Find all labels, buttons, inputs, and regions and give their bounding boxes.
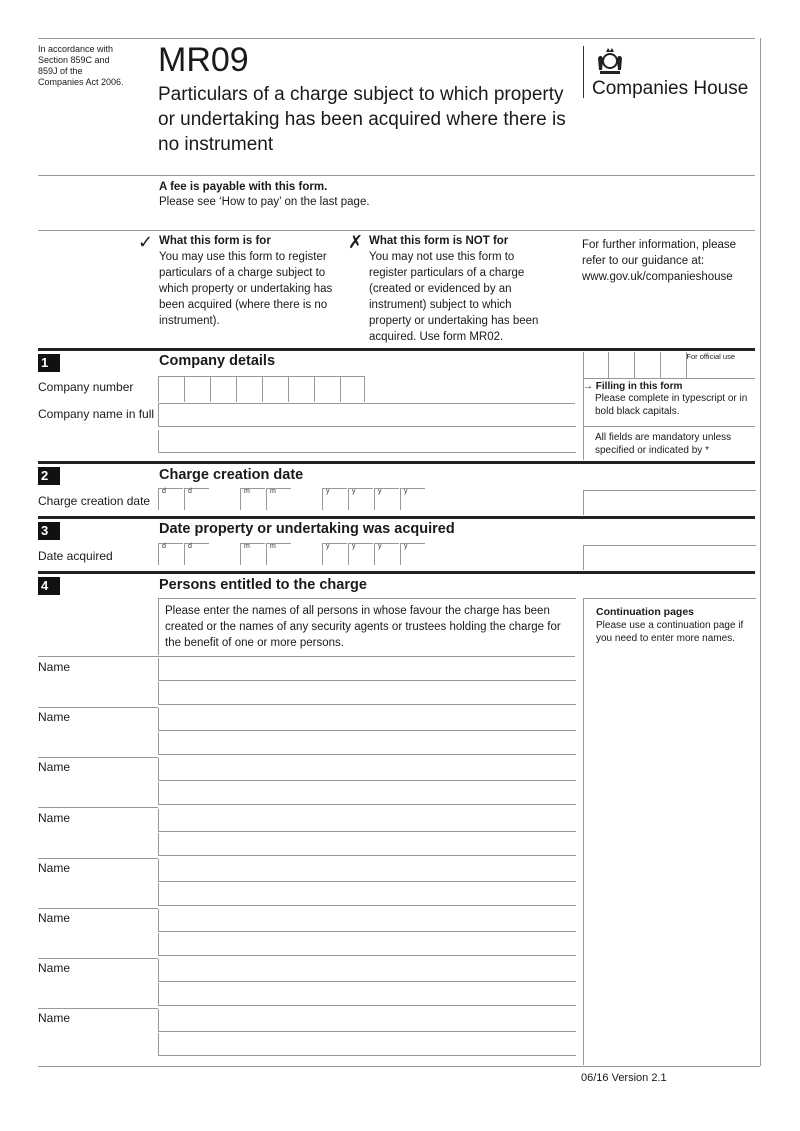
name-input-line-2[interactable] xyxy=(158,782,576,805)
date-placeholder: m xyxy=(244,543,250,550)
date-placeholder: d xyxy=(162,488,166,495)
official-use-box xyxy=(583,352,755,378)
date-placeholder: y xyxy=(378,543,382,550)
company-number-input[interactable] xyxy=(158,376,368,402)
date-digit-cell[interactable] xyxy=(266,488,291,510)
filling-note xyxy=(583,381,755,418)
fee-title: A fee is payable with this form. xyxy=(159,181,328,193)
name-label: Name xyxy=(38,911,71,925)
guidance-text: For further information, please refer to our guidance at: www.gov.uk/companieshouse xyxy=(582,239,737,283)
date-digit-cell[interactable] xyxy=(400,543,425,565)
date-digit-cell[interactable] xyxy=(240,488,265,510)
date-digit-cell[interactable] xyxy=(266,543,291,565)
continuation-text: Please use a continuation page if you need to enter more names. xyxy=(596,620,744,644)
name-input-line-1[interactable] xyxy=(158,1009,576,1032)
mandatory-note: All fields are mandatory unless specified or indicated by * xyxy=(595,432,732,456)
section-number: 4 xyxy=(38,577,60,595)
name-label: Name xyxy=(38,810,71,825)
name-input-line-2[interactable] xyxy=(158,933,576,956)
cross-icon: ✗ xyxy=(348,232,364,252)
date-placeholder: m xyxy=(244,488,250,495)
section-title: Persons entitled to the charge xyxy=(159,577,367,593)
name-input-line-2[interactable] xyxy=(158,883,576,906)
date-digit-cell[interactable] xyxy=(184,488,209,510)
date-placeholder: d xyxy=(188,543,192,550)
version-text: 06/16 Version 2.1 xyxy=(581,1072,667,1084)
companies-house-logo: Companies House xyxy=(592,78,749,99)
name-label: Name xyxy=(38,760,71,775)
date-acquired-label: Date acquired xyxy=(38,549,113,563)
name-input-line-2[interactable] xyxy=(158,983,576,1006)
name-label: Name xyxy=(38,660,71,674)
company-number-label: Company number xyxy=(38,380,134,394)
date-digit-cell[interactable] xyxy=(374,543,399,565)
charge-creation-date-label: Charge creation date xyxy=(38,494,151,508)
instruction-text: Please enter the names of all persons in whose favour the charge has been created or the names of any security agents or trustees holding the charge for the benefit of one or more persons. xyxy=(165,605,561,649)
section-number: 2 xyxy=(38,467,60,485)
not-for-text: You may not use this form to register particulars of a charge (created or evidenced by an instrument) subject to which property or undertaking has been acquired. Use form MR02. xyxy=(369,251,539,343)
name-input-line-1[interactable] xyxy=(158,809,576,832)
date-placeholder: m xyxy=(270,488,276,495)
date-digit-cell[interactable] xyxy=(348,488,373,510)
filling-text: Please complete in typescript or in bold black capitals. xyxy=(595,393,748,417)
right-border xyxy=(760,38,761,1066)
is-for-title: What this form is for xyxy=(159,235,271,247)
date-acquired-input[interactable] xyxy=(158,543,428,569)
continuation-title: Continuation pages xyxy=(596,606,694,618)
form-title: Particulars of a charge subject to which property or undertaking has been acquired where there is no instrument xyxy=(158,84,566,155)
name-input-line-1[interactable] xyxy=(158,859,576,882)
name-label: Name xyxy=(38,860,71,875)
charge-creation-date-input[interactable] xyxy=(158,488,428,514)
name-input-line-2[interactable] xyxy=(158,833,576,856)
date-placeholder: m xyxy=(270,543,276,550)
not-for-title: What this form is NOT for xyxy=(369,235,509,247)
date-digit-cell[interactable] xyxy=(322,543,347,565)
name-input-line-1[interactable] xyxy=(158,758,576,781)
date-placeholder: y xyxy=(352,488,356,495)
name-input-line-2[interactable] xyxy=(158,1033,576,1056)
filling-title: Filling in this form xyxy=(595,381,683,392)
company-name-label: Company name in full xyxy=(38,407,155,421)
side-note-box xyxy=(583,490,756,515)
section-number: 3 xyxy=(38,522,60,540)
company-name-input-2[interactable] xyxy=(158,430,576,453)
date-digit-cell[interactable] xyxy=(184,543,209,565)
date-digit-cell[interactable] xyxy=(348,543,373,565)
tick-icon: ✓ xyxy=(138,232,154,252)
date-placeholder: y xyxy=(326,543,330,550)
instruction-box xyxy=(158,598,576,655)
name-input-line-2[interactable] xyxy=(158,732,576,755)
is-for-text: You may use this form to register particulars of a charge subject to which property or undertaking has been acquired (where there is no instrument). xyxy=(159,251,333,327)
section-title: Company details xyxy=(159,353,276,369)
date-digit-cell[interactable] xyxy=(158,488,183,510)
date-digit-cell[interactable] xyxy=(322,488,347,510)
royal-coat-of-arms-icon xyxy=(594,44,626,76)
section-title: Date property or undertaking was acquired xyxy=(159,521,455,537)
date-placeholder: y xyxy=(378,488,382,495)
name-label: Name xyxy=(38,961,71,976)
date-digit-cell[interactable] xyxy=(374,488,399,510)
date-digit-cell[interactable] xyxy=(400,488,425,510)
date-digit-cell[interactable] xyxy=(158,543,183,565)
date-placeholder: d xyxy=(188,488,192,495)
name-label: Name xyxy=(38,710,71,725)
fee-text: Please see ‘How to pay’ on the last page. xyxy=(159,196,370,208)
legal-note: In accordance with Section 859C and 859J of the Companies Act 2006. xyxy=(38,44,124,87)
date-placeholder: d xyxy=(162,543,166,550)
arrow-icon: → xyxy=(583,381,596,392)
name-input-line-1[interactable] xyxy=(158,909,576,932)
date-placeholder: y xyxy=(404,543,408,550)
name-label: Name xyxy=(38,1011,71,1026)
side-note-box xyxy=(583,545,756,570)
date-digit-cell[interactable] xyxy=(240,543,265,565)
name-input-line-1[interactable] xyxy=(158,658,576,681)
official-use-label: For official use xyxy=(686,352,735,361)
date-placeholder: y xyxy=(326,488,330,495)
section-title: Charge creation date xyxy=(159,467,304,483)
company-name-input-1[interactable] xyxy=(158,404,576,427)
continuation-box xyxy=(583,598,756,1065)
form-code: MR09 xyxy=(158,41,249,79)
name-input-line-2[interactable] xyxy=(158,682,576,705)
section-number: 1 xyxy=(38,354,60,372)
date-placeholder: y xyxy=(352,543,356,550)
name-input-line-1[interactable] xyxy=(158,708,576,731)
date-placeholder: y xyxy=(404,488,408,495)
name-input-line-1[interactable] xyxy=(158,959,576,982)
